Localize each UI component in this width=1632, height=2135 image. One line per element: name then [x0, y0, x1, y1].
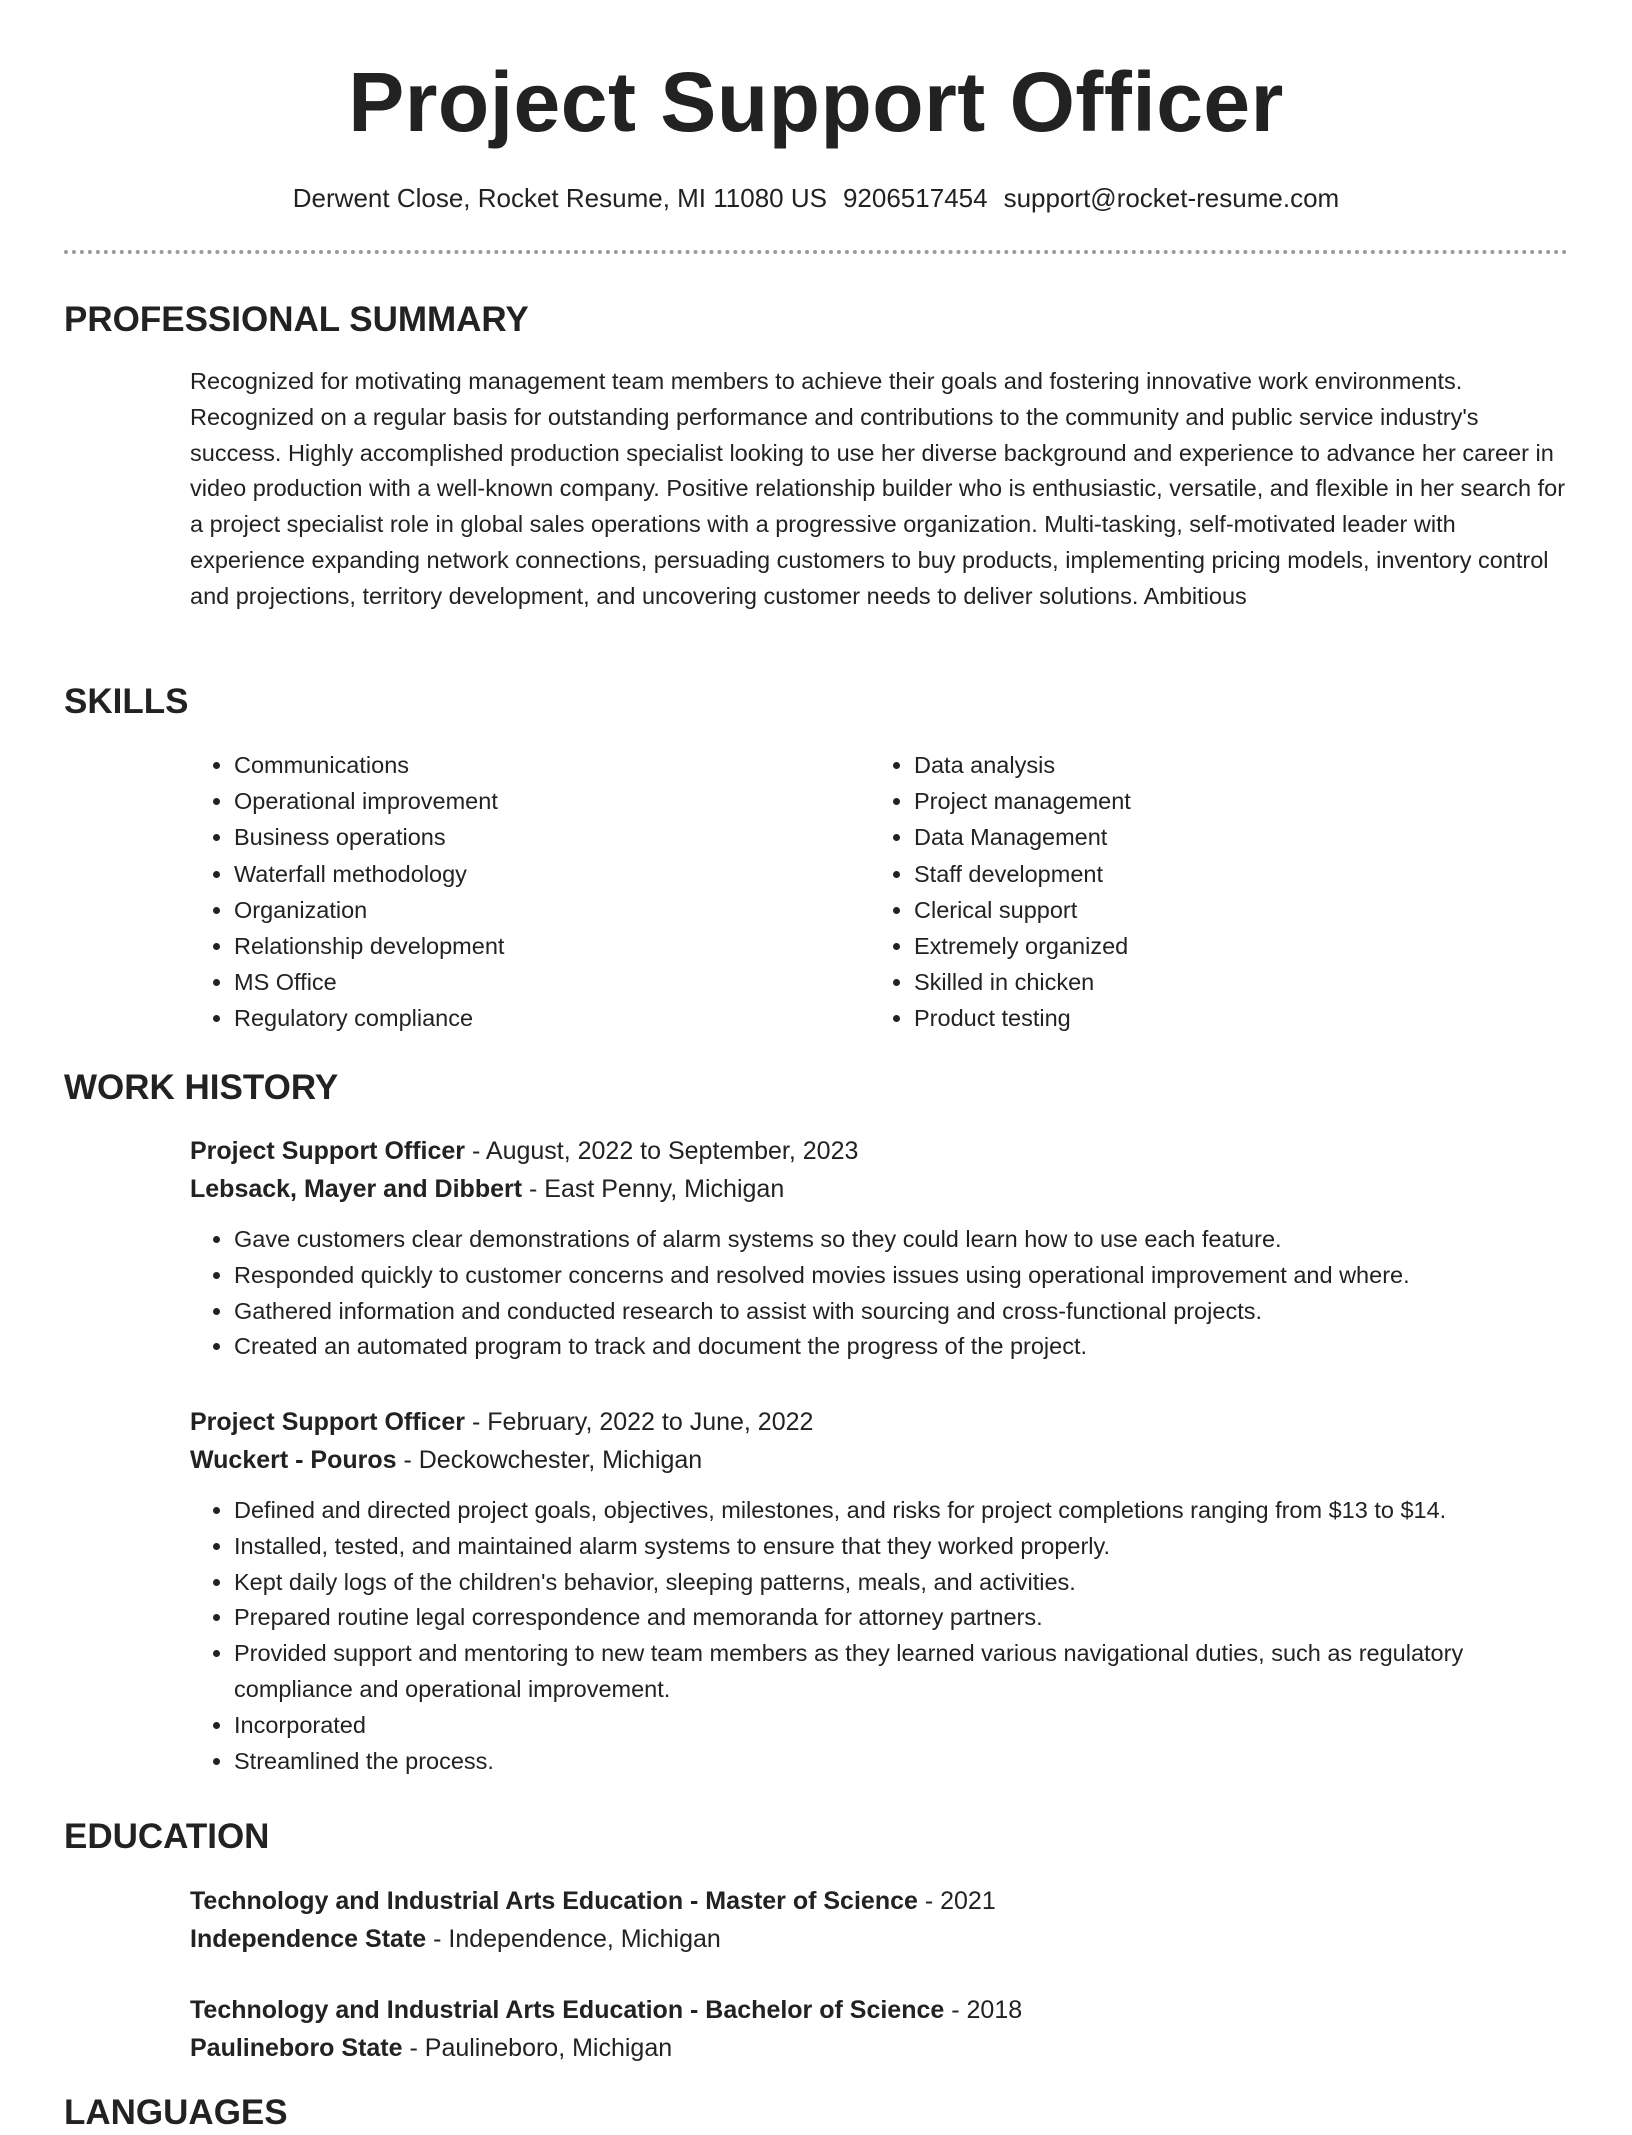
job-company-line: Lebsack, Mayer and Dibbert - East Penny, Michigan: [190, 1175, 785, 1203]
skills-block: [190, 747, 1570, 1047]
job-dates: February, 2022 to June, 2022: [487, 1408, 814, 1436]
skills-list-left: [190, 747, 504, 1037]
section-title-languages: LANGUAGES: [64, 2093, 288, 2132]
job-bullet: • Incorporated: [234, 1708, 1570, 1744]
skill-item: • Project management: [914, 783, 1131, 819]
job-entry: [190, 1403, 1570, 1779]
education-degree: Technology and Industrial Arts Education - Master of Science: [190, 1887, 918, 1915]
skill-item: • Skilled in chicken: [914, 964, 1131, 1000]
education-school: Independence State: [190, 1925, 427, 1953]
job-title: Project Support Officer: [190, 1137, 466, 1165]
summary-block: [190, 364, 1570, 615]
job-title-line: Project Support Officer - August, 2022 to September, 2023: [190, 1137, 859, 1165]
education-degree: Technology and Industrial Arts Education - Bachelor of Science: [190, 1996, 945, 2024]
skill-item: • Business operations: [234, 819, 504, 855]
job-company-line: Wuckert - Pouros - Deckowchester, Michigan: [190, 1446, 703, 1474]
job-bullet: • Created an automated program to track and document the progress of the project.: [234, 1329, 1570, 1365]
education-school: Paulineboro State: [190, 2034, 403, 2062]
skill-item: • Communications: [234, 747, 504, 783]
skills-list-right: [870, 747, 1131, 1037]
job-location: Deckowchester, Michigan: [418, 1446, 703, 1474]
section-title-skills: SKILLS: [64, 682, 189, 721]
skill-item: • MS Office: [234, 964, 504, 1000]
education-entry: [190, 1882, 1570, 1958]
education-year: 2018: [966, 1996, 1023, 2024]
skill-item: • Relationship development: [234, 928, 504, 964]
contact-phone: 9206517454: [842, 183, 988, 213]
job-bullet: • Gathered information and conducted research to assist with sourcing and cross-functional projects.: [234, 1294, 1570, 1330]
section-title-education: EDUCATION: [64, 1817, 270, 1856]
education-school-line: Paulineboro State - Paulineboro, Michigan: [190, 2034, 673, 2062]
job-bullets: [190, 1493, 1570, 1779]
section-title-work: WORK HISTORY: [64, 1068, 339, 1107]
skill-item: • Product testing: [914, 1000, 1131, 1036]
contact-email: support@rocket-resume.com: [1003, 183, 1340, 213]
skill-item: • Staff development: [914, 856, 1131, 892]
job-bullet: • Provided support and mentoring to new team members as they learned various navigational duties, such as regulatory compliance and operational improvement.: [234, 1636, 1570, 1708]
skill-item: • Operational improvement: [234, 783, 504, 819]
contact-address: Derwent Close, Rocket Resume, MI 11080 US: [292, 183, 827, 213]
education-location: Paulineboro, Michigan: [424, 2034, 673, 2062]
skill-item: • Waterfall methodology: [234, 856, 504, 892]
job-bullet: • Gave customers clear demonstrations of alarm systems so they could learn how to use each feature.: [234, 1222, 1570, 1258]
job-title-line: Project Support Officer - February, 2022 to June, 2022: [190, 1408, 814, 1436]
job-bullets: [190, 1222, 1570, 1365]
skill-item: • Organization: [234, 892, 504, 928]
job-bullet: • Prepared routine legal correspondence and memoranda for attorney partners.: [234, 1600, 1570, 1636]
job-title: Project Support Officer: [190, 1408, 466, 1436]
skill-item: • Data Management: [914, 819, 1131, 855]
section-title-summary: PROFESSIONAL SUMMARY: [64, 300, 529, 339]
skill-item: • Regulatory compliance: [234, 1000, 504, 1036]
job-bullet: • Kept daily logs of the children's behavior, sleeping patterns, meals, and activities.: [234, 1565, 1570, 1601]
header-divider: [64, 250, 1568, 254]
skill-item: • Data analysis: [914, 747, 1131, 783]
contact-line: [0, 181, 1632, 215]
skill-item: • Extremely organized: [914, 928, 1131, 964]
job-company: Wuckert - Pouros: [190, 1446, 397, 1474]
job-company: Lebsack, Mayer and Dibbert: [190, 1175, 523, 1203]
education-entry: [190, 1991, 1570, 2067]
education-school-line: Independence State - Independence, Michigan: [190, 1925, 721, 1953]
job-bullet: • Installed, tested, and maintained alarm systems to ensure that they worked properly.: [234, 1529, 1570, 1565]
education-degree-line: Technology and Industrial Arts Education - Master of Science - 2021: [190, 1887, 996, 1915]
education-year: 2021: [940, 1887, 996, 1915]
summary-text: Recognized for motivating management team members to achieve their goals and fostering innovative work environments. Recognized on a regular basis for outstanding performance and contributions to the community and public service industry's success. Highly accomplished production specialist looking to use her diverse background and experience to advance her career in video production with a well-known company. Positive relationship builder who is enthusiastic, versatile, and flexible in her search for a project specialist role in global sales operations with a progressive organization. Multi-tasking, self-motivated leader with experience expanding network connections, persuading customers to buy products, implementing pricing models, inventory control and projections, territory development, and uncovering customer needs to deliver solutions. Ambitious: [190, 368, 1566, 609]
job-location: East Penny, Michigan: [544, 1175, 785, 1203]
skill-item: • Clerical support: [914, 892, 1131, 928]
job-bullet: • Defined and directed project goals, objectives, milestones, and risks for project completions ranging from $13 to $14.: [234, 1493, 1570, 1529]
job-entry: [190, 1132, 1570, 1365]
resume-name: Project Support Officer: [348, 55, 1284, 149]
job-dates: August, 2022 to September, 2023: [485, 1137, 859, 1165]
education-degree-line: Technology and Industrial Arts Education - Bachelor of Science - 2018: [190, 1996, 1023, 2024]
education-location: Independence, Michigan: [448, 1925, 721, 1953]
job-bullet: • Responded quickly to customer concerns and resolved movies issues using operational improvement and where.: [234, 1258, 1570, 1294]
job-bullet: • Streamlined the process.: [234, 1744, 1570, 1780]
